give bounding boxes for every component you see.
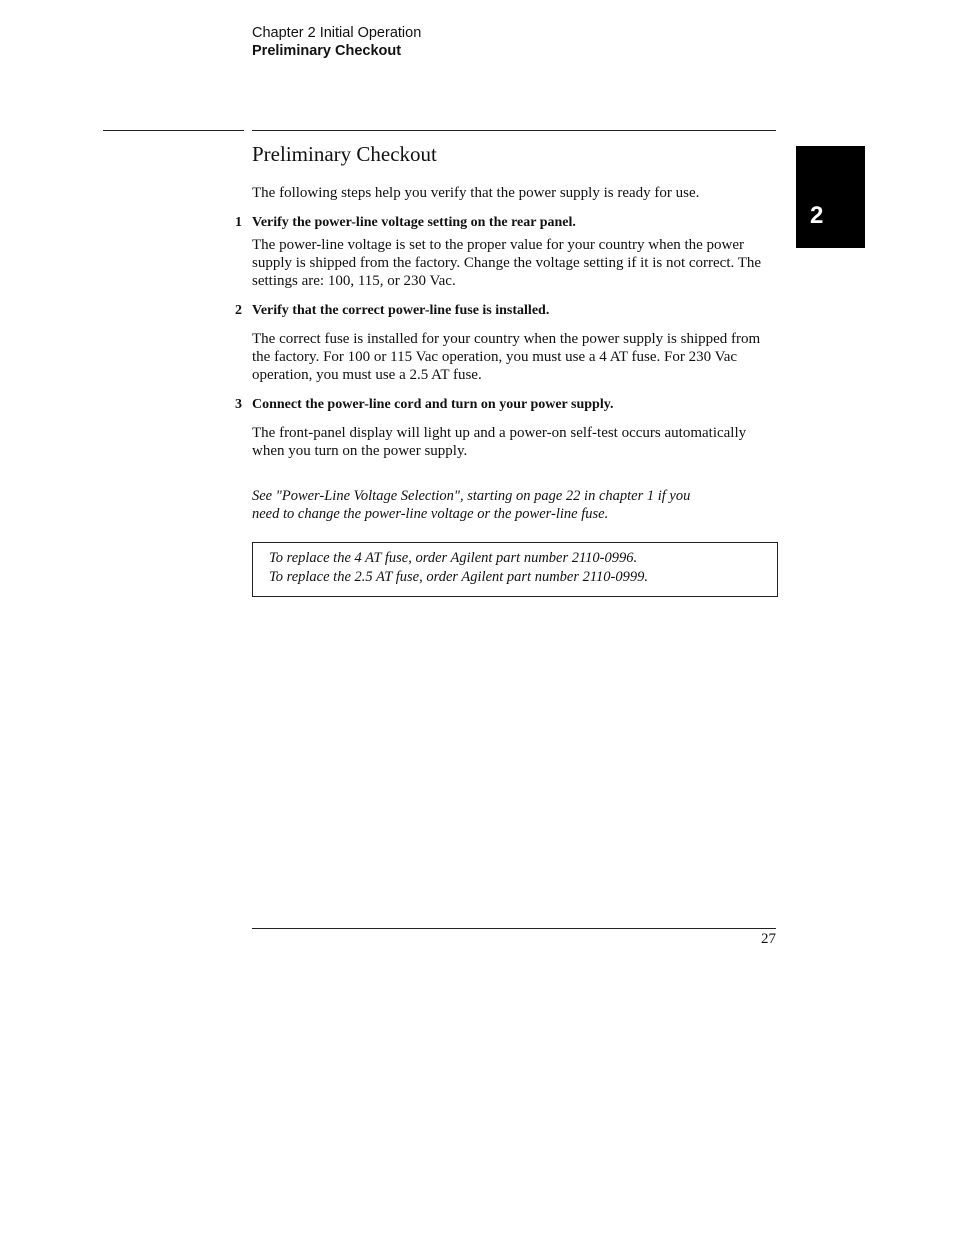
intro-paragraph: The following steps help you verify that the power supply is ready for use. [252, 185, 700, 201]
step-2-body: The correct fuse is installed for your country when the power supply is shipped from the factory. For 100 or 115 Vac operation, you must use a 4 AT fuse. For 230 Vac operation, you must use a 2.5 AT fuse. [252, 331, 761, 383]
header-chapter: Chapter 2 Initial Operation [252, 25, 422, 41]
callout-line-2: To replace the 2.5 AT fuse, order Agilent part number 2110-0999. [269, 569, 649, 585]
page-number: 27 [761, 931, 776, 947]
fuse-callout-box [252, 542, 778, 597]
step-1-heading: Verify the power-line voltage setting on the rear panel. [252, 215, 576, 230]
step-3-body: The front-panel display will light up and a power-on self-test occurs automatically when you turn on the power supply. [252, 425, 747, 459]
step-2-number: 2 [235, 303, 242, 318]
note-line-1: See "Power-Line Voltage Selection", starting on page 22 in chapter 1 if you [252, 488, 691, 504]
step-3-heading: Connect the power-line cord and turn on your power supply. [252, 397, 614, 412]
chapter-tab-label: 2 [810, 202, 824, 229]
step-1-number: 1 [235, 215, 242, 230]
chapter-tab [796, 146, 865, 248]
callout-line-1: To replace the 4 AT fuse, order Agilent part number 2110-0996. [269, 550, 638, 566]
step-1-body: The power-line voltage is set to the proper value for your country when the power supply is shipped from the factory. Change the voltage setting if it is not correct. The settings are: 100, 115, or 230 Vac. [252, 237, 762, 289]
note [252, 487, 776, 523]
step-2-heading: Verify that the correct power-line fuse is installed. [252, 303, 550, 318]
note-line-2: need to change the power-line voltage or the power-line fuse. [252, 506, 609, 522]
section-title: Preliminary Checkout [252, 142, 437, 166]
header-section: Preliminary Checkout [252, 43, 402, 59]
footer-rule [252, 928, 776, 929]
step-3-number: 3 [235, 397, 242, 412]
running-header [252, 24, 421, 60]
header-rule [252, 130, 776, 131]
header-rule-left [103, 130, 244, 131]
